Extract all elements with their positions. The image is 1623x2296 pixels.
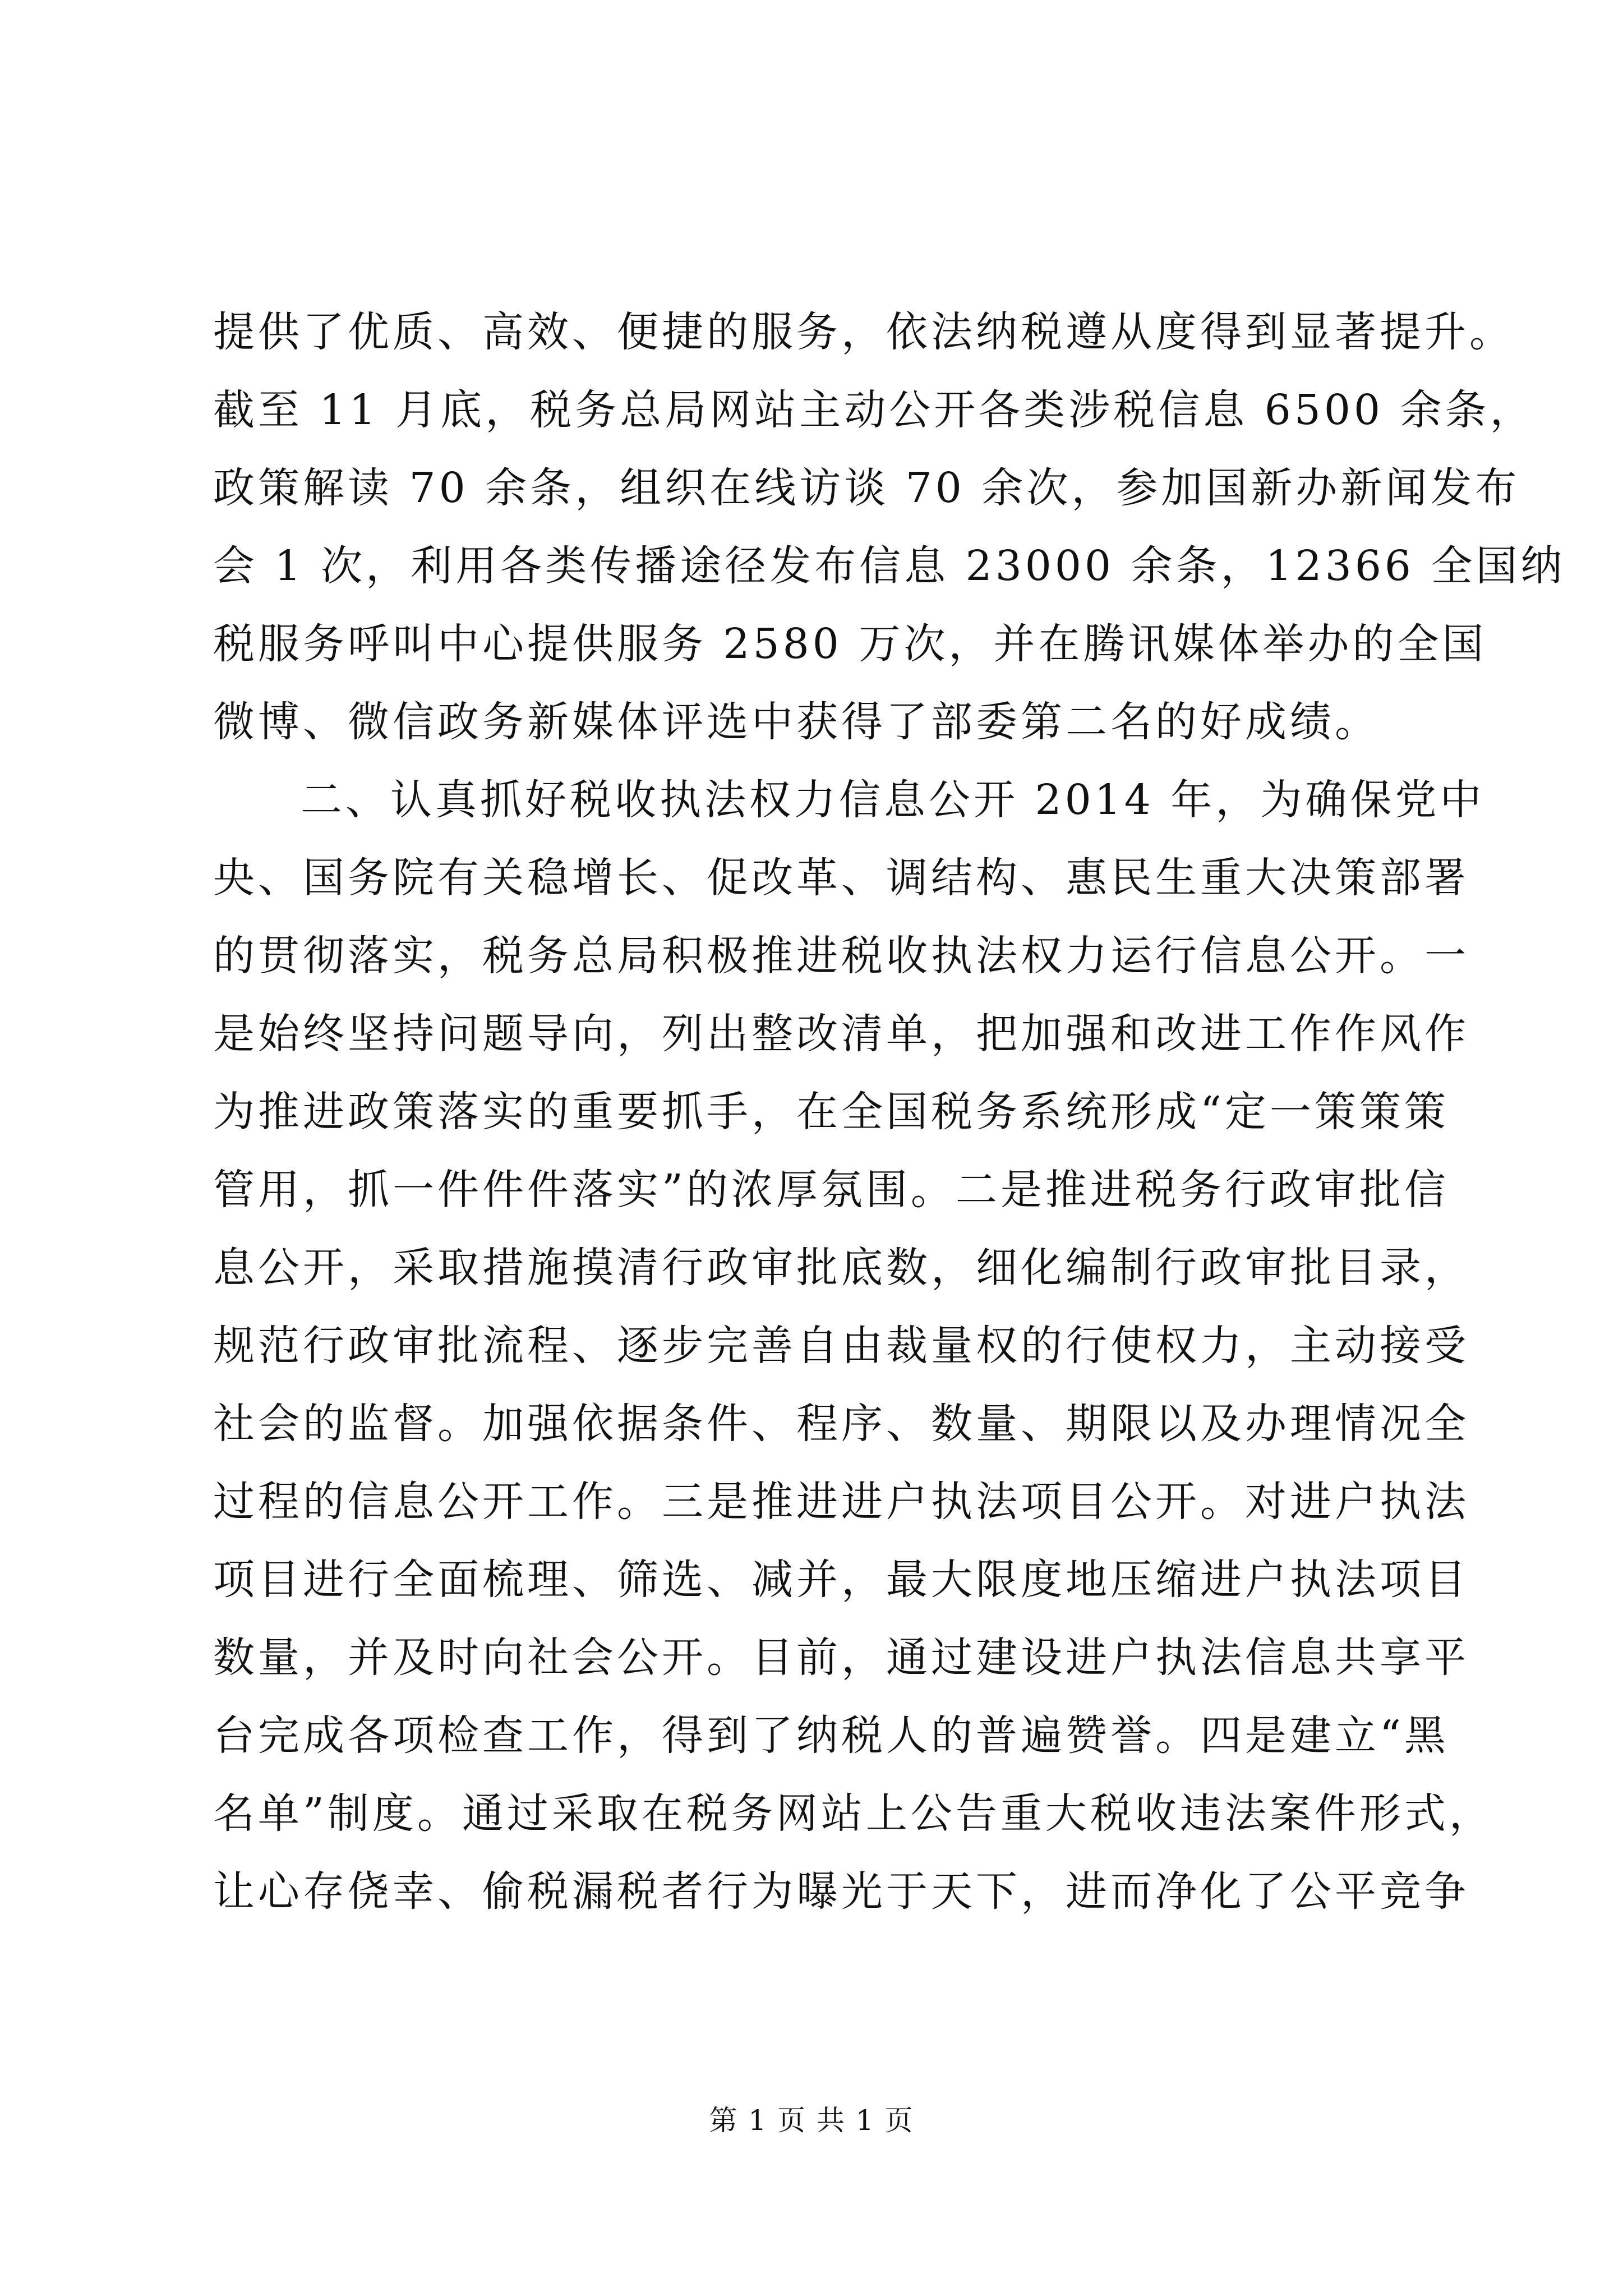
text-line: 规范行政审批流程、逐步完善自由裁量权的行使权力，主动接受	[213, 1322, 1469, 1370]
text-line: 会 1 次，利用各类传播途径发布信息 23000 余条，12366 全国纳	[213, 542, 1566, 590]
text-line: 名单”制度。通过采取在税务网站上公告重大税收违法案件形式，	[213, 1789, 1494, 1838]
text-line: 提供了优质、高效、便捷的服务，依法纳税遵从度得到显著提升。	[213, 308, 1514, 356]
text-line: 让心存侥幸、偷税漏税者行为曝光于天下，进而净化了公平竞争	[213, 1867, 1469, 1916]
text-line: 管用，抓一件件件落实”的浓厚氛围。二是推进税务行政审批信	[213, 1166, 1449, 1214]
text-line: 数量，并及时向社会公开。目前，通过建设进户执法信息共享平	[213, 1634, 1469, 1682]
text-line: 的贯彻落实，税务总局积极推进税收执法权力运行信息公开。一	[213, 932, 1469, 980]
section-heading-line: 二、认真抓好税收执法权力信息公开 2014 年，为确保党中	[301, 776, 1485, 824]
text-line: 息公开，采取措施摸清行政审批底数，细化编制行政审批目录，	[213, 1244, 1469, 1292]
text-line: 税服务呼叫中心提供服务 2580 万次，并在腾讯媒体举办的全国	[213, 620, 1487, 668]
text-line: 央、国务院有关稳增长、促改革、调结构、惠民生重大决策部署	[213, 854, 1469, 902]
text-line: 截至 11 月底，税务总局网站主动公开各类涉税信息 6500 余条，	[213, 386, 1535, 434]
text-line: 台完成各项检查工作，得到了纳税人的普遍赞誉。四是建立“黑	[213, 1711, 1449, 1760]
text-line: 微博、微信政务新媒体评选中获得了部委第二名的好成绩。	[213, 698, 1380, 746]
page-footer: 第 1 页 共 1 页	[709, 2104, 914, 2137]
text-line: 政策解读 70 余条，组织在线访谈 70 余次，参加国新办新闻发布	[213, 464, 1520, 512]
text-line: 是始终坚持问题导向，列出整改清单，把加强和改进工作作风作	[213, 1010, 1469, 1058]
text-line: 为推进政策落实的重要抓手，在全国税务系统形成“定一策策策	[213, 1088, 1449, 1136]
text-line: 项目进行全面梳理、筛选、减并，最大限度地压缩进户执法项目	[213, 1556, 1469, 1604]
text-line: 过程的信息公开工作。三是推进进户执法项目公开。对进户执法	[213, 1478, 1469, 1526]
text-line: 社会的监督。加强依据条件、程序、数量、期限以及办理情况全	[213, 1400, 1469, 1448]
